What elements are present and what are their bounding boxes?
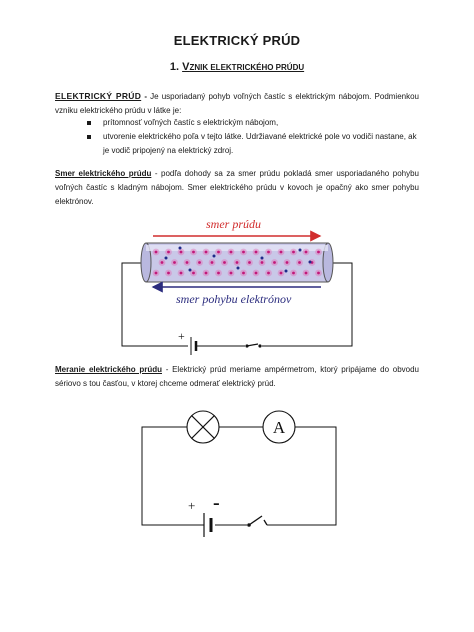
electron	[179, 247, 182, 250]
section-heading-rest: ZNIK ELEKTRICKÉHO PRÚDU	[189, 63, 305, 72]
positive-ion	[236, 261, 239, 264]
electron	[299, 249, 302, 252]
positive-ion	[267, 251, 270, 254]
positive-ion	[180, 272, 183, 275]
positive-ion	[161, 261, 164, 264]
battery-plus-sign: +	[188, 498, 196, 513]
positive-ion	[317, 272, 320, 275]
electron	[261, 257, 264, 260]
bullet-text: utvorenie elektrického poľa v tejto látke. Udržiavané elektrické pole vo vodiči nastane, ak je vodič pripojený na elektrický zdroj.	[103, 132, 417, 155]
positive-ion	[198, 261, 201, 264]
section-heading-initial: V	[182, 61, 190, 73]
positive-ion	[205, 272, 208, 275]
section-number: 1.	[169, 61, 180, 73]
positive-ion	[280, 272, 283, 275]
switch-contact-right	[264, 520, 267, 525]
positive-ion	[173, 261, 176, 264]
positive-ion	[167, 272, 170, 275]
positive-ion	[292, 251, 295, 254]
electron-direction-label: smer pohybu elektrónov	[176, 292, 292, 306]
positive-ion	[273, 261, 276, 264]
positive-ion	[242, 251, 245, 254]
ammeter-circuit-figure	[142, 411, 336, 537]
positive-ion	[167, 251, 170, 254]
positive-ion	[305, 251, 308, 254]
positive-ion	[223, 261, 226, 264]
conductor-circuit-figure	[122, 217, 352, 355]
positive-ion	[280, 251, 283, 254]
positive-ion	[305, 272, 308, 275]
switch-contact-right	[258, 344, 261, 347]
positive-ion	[267, 272, 270, 275]
switch-lever	[247, 344, 258, 346]
positive-ion	[286, 261, 289, 264]
positive-ion	[248, 261, 251, 264]
positive-ion	[217, 272, 220, 275]
measurement-paragraph	[55, 363, 419, 391]
electron	[285, 270, 288, 273]
electron	[309, 261, 312, 264]
direction-text: - podľa dohody sa za smer prúdu pokladá smer usporiadaného pohybu voľných častíc s kladným nábojom. Smer elektrického prúdu v kovoch je opačný ako smer pohybu elektrónov.	[55, 169, 419, 206]
positive-ion	[211, 261, 214, 264]
positive-ion	[292, 272, 295, 275]
intro-term-rest: LEKTRICKÝ PRÚD	[60, 91, 142, 101]
positive-ion	[230, 251, 233, 254]
positive-ion	[230, 272, 233, 275]
electron	[213, 255, 216, 258]
positive-ion	[298, 261, 301, 264]
ammeter-letter: A	[272, 418, 286, 437]
positive-ion	[217, 251, 220, 254]
switch-lever	[249, 516, 262, 525]
positive-ion	[242, 272, 245, 275]
intro-dash: -	[141, 92, 147, 101]
positive-ion	[205, 251, 208, 254]
positive-ion	[155, 272, 158, 275]
electron	[165, 257, 168, 260]
document-title: ELEKTRICKÝ PRÚD	[173, 33, 301, 48]
positive-ion	[317, 251, 320, 254]
positive-ion	[255, 251, 258, 254]
measurement-term: Meranie elektrického prúdu	[55, 365, 162, 374]
measurement-text: - Elektrický prúd meriame ampérmetrom, ktorý pripájame do obvodu sériovo s tou časťou, v ktorej chceme odmerať elektrický prúd.	[55, 365, 419, 388]
positive-ion	[192, 272, 195, 275]
positive-ion	[155, 251, 158, 254]
intro-text: Je usporiadaný pohyb voľných častíc s elektrickým nábojom. Podmienkou vzniku elektrického prúdu v látke je:	[55, 92, 420, 115]
direction-term: Smer elektrického prúdu	[55, 169, 152, 178]
positive-ion	[192, 251, 195, 254]
bullet-text: prítomnosť voľných častíc s elektrickým nábojom,	[103, 118, 279, 127]
electron	[237, 267, 240, 270]
electron	[189, 269, 192, 272]
positive-ion	[261, 261, 264, 264]
battery-minus-sign: -	[213, 492, 220, 514]
battery-plus-sign: +	[178, 329, 185, 343]
positive-ion	[186, 261, 189, 264]
positive-ion	[255, 272, 258, 275]
intro-term-initial: E	[55, 91, 61, 101]
positive-ion	[180, 251, 183, 254]
current-direction-label: smer prúdu	[206, 217, 262, 231]
